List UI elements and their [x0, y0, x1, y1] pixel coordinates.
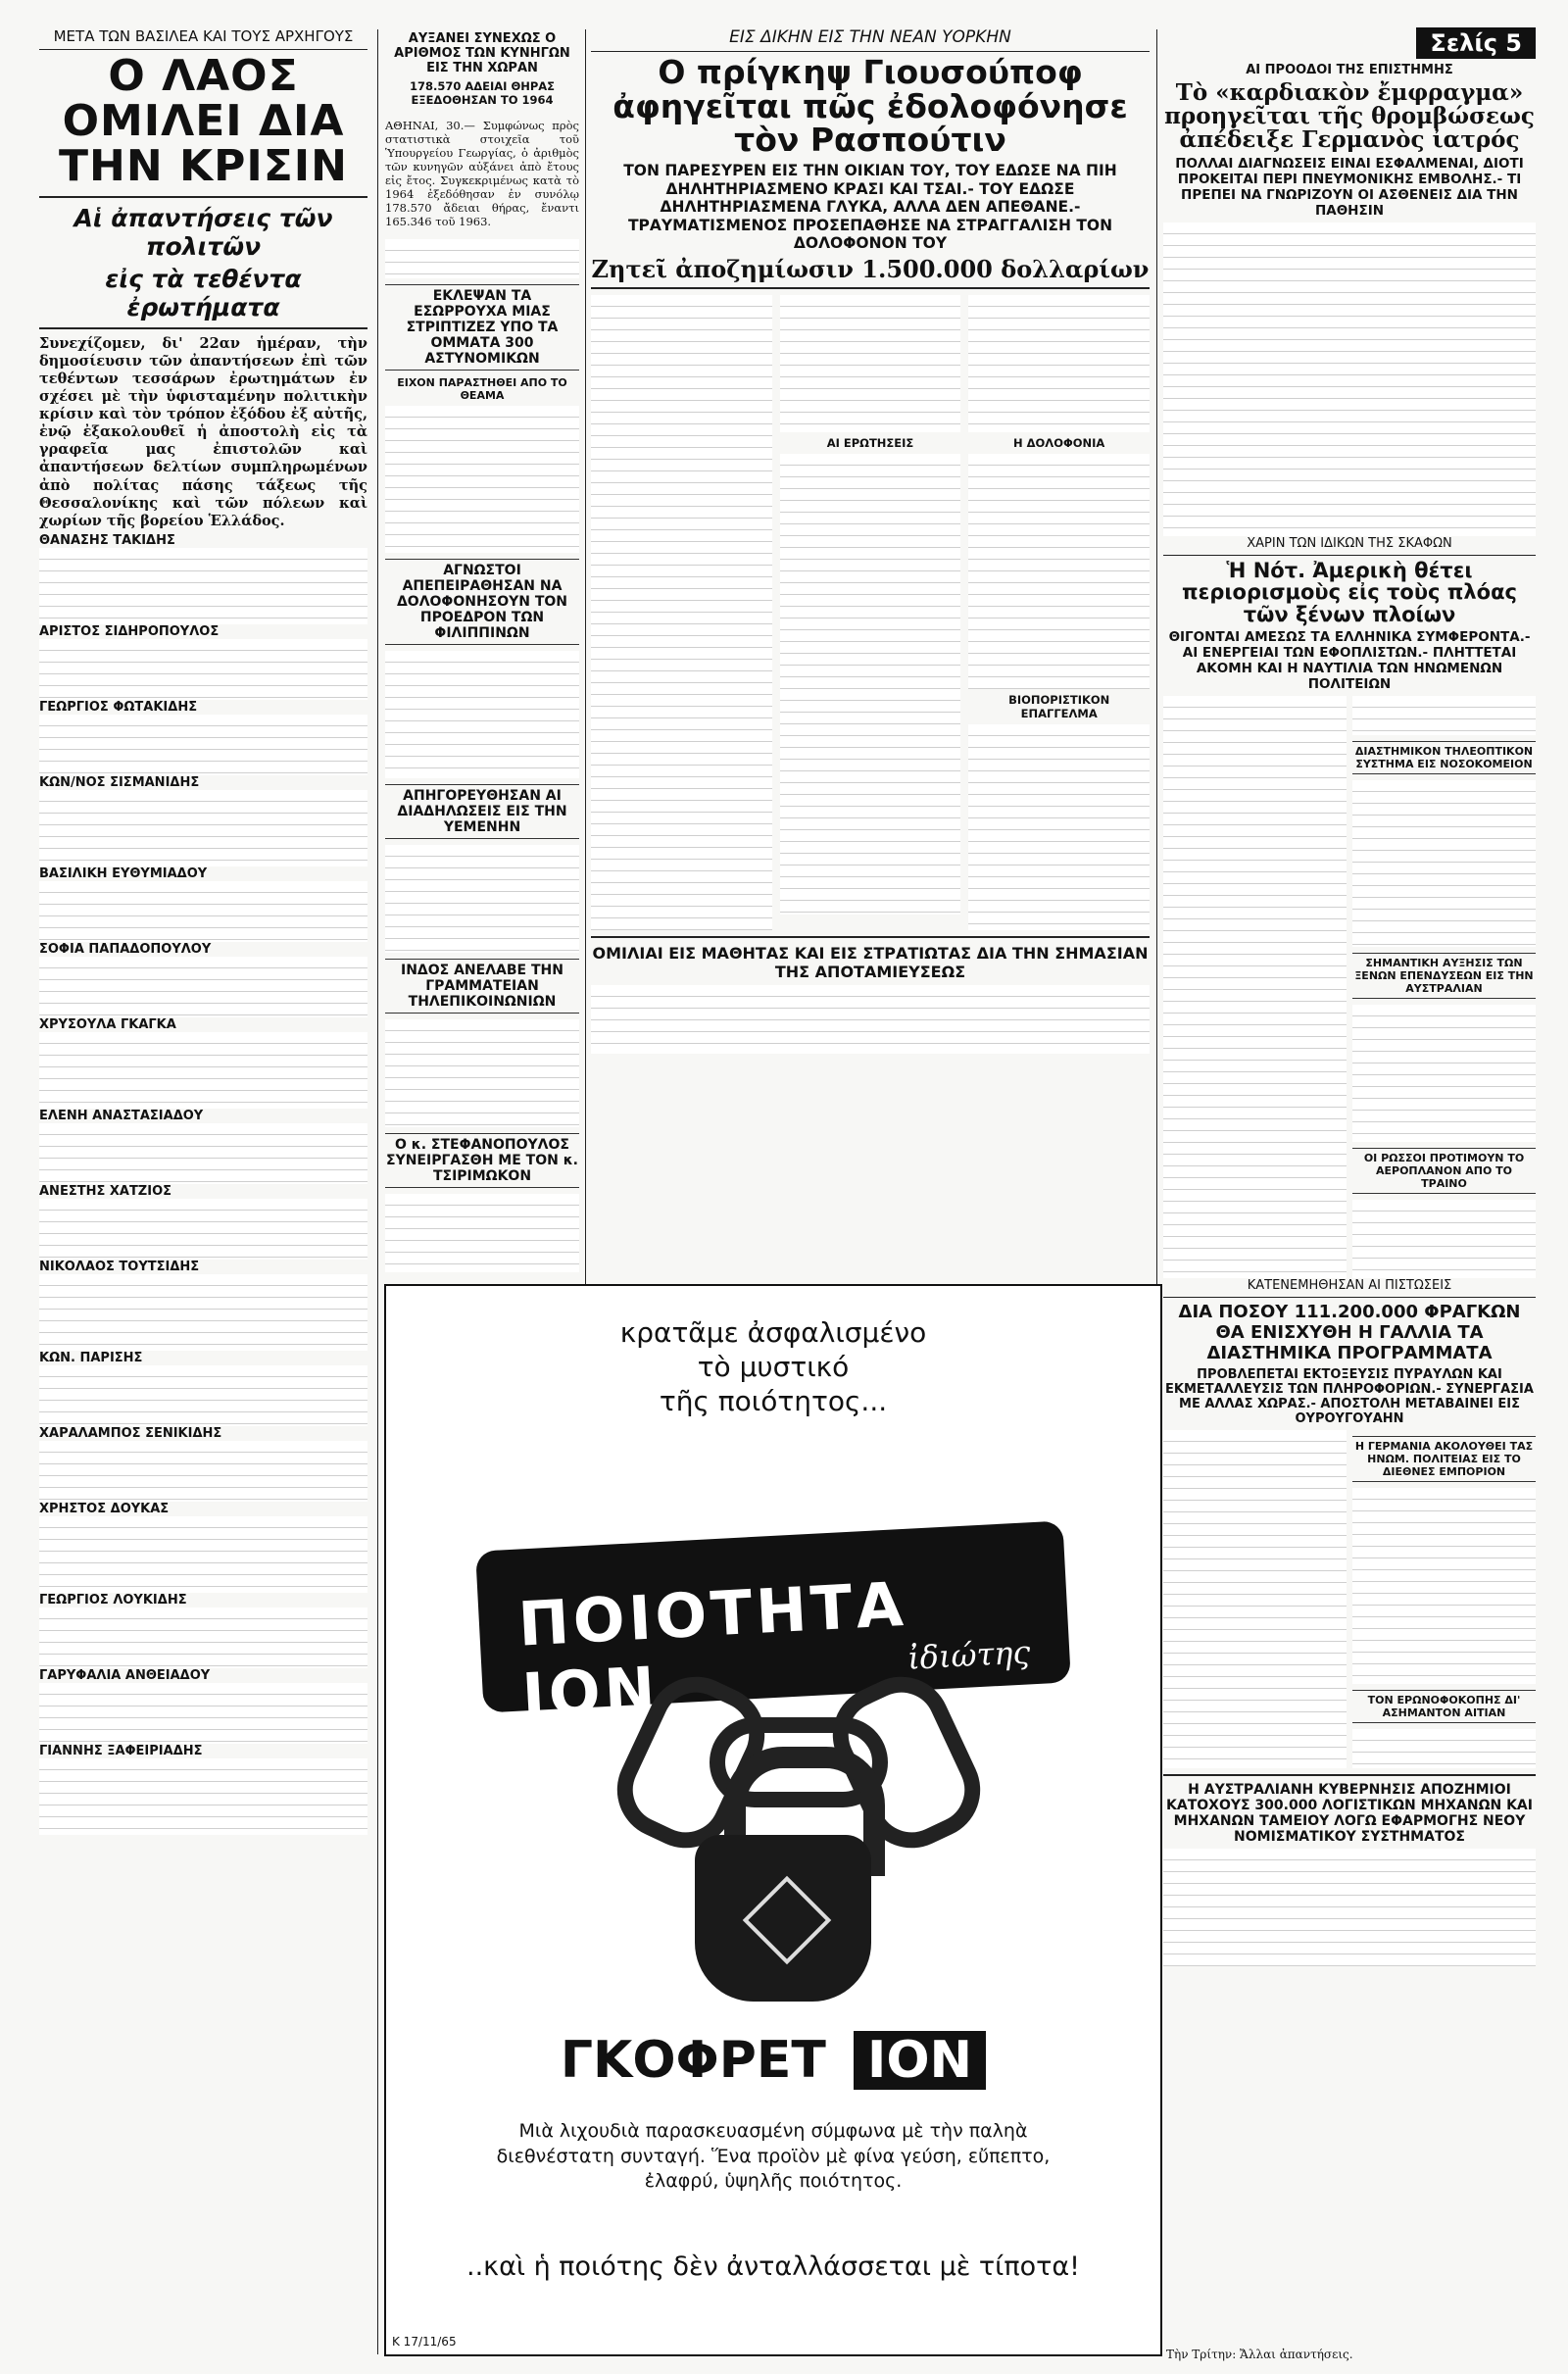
deck: ΤΟΝ ΠΑΡΕΣΥΡΕΝ ΕΙΣ ΤΗΝ ΟΙΚΙΑΝ ΤΟΥ, ΤΟΥ ΕΔΩΣΕ ΝΑ ΠΙΗ ΔΗΛΗΤΗΡΙΑΣΜΕΝΟ ΚΡΑΣΙ ΚΑΙ ΤΣΑΙ.- ΤΟΥ ΕΔΩΣΕ ΔΗΛΗΤΗΡΙΑΣΜΕΝΑ ΓΛΥΚΑ, ΑΛΛΑ ΔΕΝ ΑΠΕΘΑΝΕ.- ΤΡΑΥΜΑΤΙΣΜΕΝΟΣ ΠΡΟΣΕΠΑΘΗΣΕ ΝΑ ΣΤΡΑΓΓΑΛΙΣΗ ΤΟΝ ΔΟΛΟΦΟΝΟΝ ΤΟΥ	[623, 161, 1117, 253]
brief-headline: Η ΓΕΡΜΑΝΙΑ ΑΚΟΛΟΥΘΕΙ ΤΑΣ ΗΝΩΜ. ΠΟΛΙΤΕΙΑΣ ΕΙΣ ΤΟ ΔΙΕΘΝΕΣ ΕΜΠΟΡΙΟΝ	[1352, 1436, 1536, 1482]
kicker: ΜΕΤΑ ΤΩΝ ΒΑΣΙΛΕΑ ΚΑΙ ΤΟΥΣ ΑΡΧΗΓΟΥΣ	[39, 27, 368, 50]
brief-headline: ΟΙ ΡΩΣΣΟΙ ΠΡΟΤΙΜΟΥΝ ΤΟ ΑΕΡΟΠΛΑΝΟΝ ΑΠΟ ΤΟ ΤΡΑΙΝΟ	[1352, 1148, 1536, 1194]
respondent-entry	[39, 1502, 368, 1593]
brand-card	[475, 1520, 1071, 1732]
padlock-icon	[695, 1835, 871, 2002]
deck: ΘΙΓΟΝΤΑΙ ΑΜΕΣΩΣ ΤΑ ΕΛΛΗΝΙΚΑ ΣΥΜΦΕΡΟΝΤΑ.- ΑΙ ΕΝΕΡΓΕΙΑΙ ΤΩΝ ΕΦΟΠΛΙΣΤΩΝ.- ΠΛΗΤΤΕΤΑΙ ΑΚΟΜΗ ΚΑΙ Η ΝΑΥΤΙΛΙΑ ΤΩΝ ΗΝΩΜΕΝΩΝ ΠΟΛΙΤΕΙΩΝ	[1168, 628, 1531, 692]
respondent-entry	[39, 942, 368, 1017]
brief-headline: ΙΝΔΟΣ ΑΝΕΛΑΒΕ ΤΗΝ ΓΡΑΜΜΑΤΕΙΑΝ ΤΗΛΕΠΙΚΟΙΝΩΝΙΩΝ	[385, 959, 579, 1014]
respondent-name: ΚΩΝ/ΝΟΣ ΣΙΣΜΑΝΙΔΗΣ	[39, 774, 200, 790]
advertisement	[384, 1284, 1162, 2356]
brief-headline: ΔΙΑΣΤΗΜΙΚΟΝ ΤΗΛΕΟΠΤΙΚΟΝ ΣΥΣΤΗΜΑ ΕΙΣ ΝΟΣΟΚΟΜΕΙΟΝ	[1352, 741, 1536, 774]
main-headline: Ο ΛΑΟΣ ΟΜΙΛΕΙ ΔΙΑ ΤΗΝ ΚΡΙΣΙΝ	[59, 51, 348, 192]
respondents-list	[39, 533, 368, 1835]
inner-subheading: Η ΔΟΛΟΦΟΝΙΑ	[1013, 436, 1105, 451]
page-number-badge: Σελίς 5	[1416, 27, 1536, 59]
respondent-entry	[39, 1593, 368, 1668]
brand-card-text: ΠΟΙΟΤΗΤΑ ΙΟΝ	[516, 1567, 909, 1732]
subheadline: εἰς τὰ τεθέντα ἐρωτήματα	[105, 264, 302, 321]
respondent-name: ΓΕΩΡΓΙΟΣ ΛΟΥΚΙΔΗΣ	[39, 1592, 187, 1607]
kicker: ΧΑΡΙΝ ΤΩΝ ΙΔΙΚΩΝ ΤΗΣ ΣΚΑΦΩΝ	[1163, 536, 1536, 556]
respondent-name: ΑΝΕΣΤΗΣ ΧΑΤΖΙΟΣ	[39, 1183, 172, 1199]
respondent-entry	[39, 1744, 368, 1835]
ad-product-name: ΓΚΟΦΡΕΤ	[560, 2031, 826, 2090]
respondent-entry	[39, 866, 368, 942]
brief-headline: ΑΥΞΑΝΕΙ ΣΥΝΕΧΩΣ Ο ΑΡΙΘΜΟΣ ΤΩΝ ΚΥΝΗΓΩΝ ΕΙΣ ΤΗΝ ΧΩΡΑΝ	[394, 31, 570, 75]
respondent-name: ΘΑΝΑΣΗΣ ΤΑΚΙΔΗΣ	[39, 532, 175, 548]
respondent-entry	[39, 1260, 368, 1351]
kicker: ΚΑΤΕΝΕΜΗΘΗΣΑΝ ΑΙ ΠΙΣΤΩΣΕΙΣ	[1163, 1278, 1536, 1298]
brief-headline: ΑΠΗΓΟΡΕΥΘΗΣΑΝ ΑΙ ΔΙΑΔΗΛΩΣΕΙΣ ΕΙΣ ΤΗΝ ΥΕΜΕΝΗΝ	[385, 784, 579, 839]
respondent-entry	[39, 1351, 368, 1426]
brand-card-script: ἰδιώτης	[906, 1633, 1032, 1677]
respondent-name: ΓΑΡΥΦΑΛΙΑ ΑΝΘΕΙΑΔΟΥ	[39, 1667, 211, 1683]
deck: ΠΡΟΒΛΕΠΕΤΑΙ ΕΚΤΟΞΕΥΣΙΣ ΠΥΡΑΥΛΩΝ ΚΑΙ ΕΚΜΕΤΑΛΛΕΥΣΙΣ ΤΩΝ ΠΛΗΡΟΦΟΡΙΩΝ.- ΣΥΝΕΡΓΑΣΙΑ ΜΕ ΑΛΛΑΣ ΧΩΡΑΣ.- ΑΠΟΣΤΟΛΗ ΜΕΤΑΒΑΙΝΕΙ ΕΙΣ ΟΥΡΟΥΓΟΥΑΗΝ	[1165, 1366, 1534, 1426]
respondent-name: ΧΡΥΣΟΥΛΑ ΓΚΑΓΚΑ	[39, 1016, 176, 1032]
brief-headline: ΤΟΝ ΕΡΩΝΟΦΟΚΟΠΗΣ ΔΙ' ΑΣΗΜΑΝΤΟΝ ΑΙΤΙΑΝ	[1352, 1690, 1536, 1723]
lead-paragraph: Συνεχίζομεν, δι' 22αν ἡμέραν, τὴν δημοσίευσιν τῶν ἀπαντήσεων ἐπὶ τῶν τεθέντων τεσσάρων ἐρωτημάτων ἐν σχέσει μὲ τὴν ὑφισταμένην πολιτικὴν κρίσιν καὶ τὸν τρόπον ἐξόδου ἐξ αὐτῆς, ἐνῷ ἐξακολουθεῖ ἡ ἀποστολὴ εἰς τὰ γραφεῖα μας ἐπιστολῶν καὶ ἀπαντήσεων δελτίων συμπληρωμένων ἀπὸ πολίτας πάσης τάξεως τῆς Θεσσαλονίκης καὶ τῶν πόλεων καὶ χωρίων τῆς βορείου Ἑλλάδος.	[39, 334, 368, 529]
ad-slogan-line: τῆς ποιότητος...	[659, 1385, 888, 1417]
brief-headline: Ο κ. ΣΤΕΦΑΝΟΠΟΥΛΟΣ ΣΥΝΕΙΡΓΑΣΘΗ ΜΕ ΤΟΝ κ. ΤΣΙΡΙΜΩΚΟΝ	[385, 1133, 579, 1188]
main-headline: Ο πρίγκηψ Γιουσούποφ ἀφηγεῖται πῶς ἐδολοφόνησε τὸν Ρασπούτιν	[612, 53, 1128, 160]
respondent-entry	[39, 624, 368, 700]
ad-agency-mark: K 17/11/65	[392, 2335, 457, 2349]
respondent-name: ΑΡΙΣΤΟΣ ΣΙΔΗΡΟΠΟΥΛΟΣ	[39, 623, 220, 639]
ad-slogan-line: κρατᾶμε ἀσφαλισμένο	[619, 1316, 927, 1349]
respondent-name: ΧΑΡΑΛΑΜΠΟΣ ΣΕΝΙΚΙΔΗΣ	[39, 1425, 222, 1441]
respondent-entry	[39, 1184, 368, 1260]
respondent-name: ΓΕΩΡΓΙΟΣ ΦΩΤΑΚΙΔΗΣ	[39, 699, 198, 715]
section-label: ΑΙ ΠΡΟΟΔΟΙ ΤΗΣ ΕΠΙΣΤΗΜΗΣ	[1246, 63, 1453, 77]
brief-headline: ΕΚΛΕΨΑΝ ΤΑ ΕΣΩΡΡΟΥΧΑ ΜΙΑΣ ΣΤΡΙΠΤΙΖΕΖ ΥΠΟ ΤΑ ΟΜΜΑΤΑ 300 ΑΣΤΥΝΟΜΙΚΩΝ	[385, 284, 579, 371]
brief-headline: ΑΓΝΩΣΤΟΙ ΑΠΕΠΕΙΡΑΘΗΣΑΝ ΝΑ ΔΟΛΟΦΟΝΗΣΟΥΝ ΤΟΝ ΠΡΟΕΔΡΟΝ ΤΩΝ ΦΙΛΙΠΠΙΝΩΝ	[385, 559, 579, 645]
column-rule	[377, 29, 378, 2354]
respondent-entry	[39, 700, 368, 775]
inner-subheading: ΒΙΟΠΟΡΙΣΤΙΚΟΝ ΕΠΑΓΓΕΛΜΑ	[1008, 693, 1110, 721]
bottom-headline: ΟΜΙΛΙΑΙ ΕΙΣ ΜΑΘΗΤΑΣ ΚΑΙ ΕΙΣ ΣΤΡΑΤΙΩΤΑΣ ΔΙΑ ΤΗΝ ΣΗΜΑΣΙΑΝ ΤΗΣ ΑΠΟΤΑΜΙΕΥΣΕΩΣ	[592, 944, 1149, 982]
respondent-entry	[39, 1017, 368, 1109]
column-politics	[39, 27, 368, 2360]
inner-subheading: ΑΙ ΕΡΩΤΗΣΕΙΣ	[826, 436, 914, 451]
respondent-entry	[39, 533, 368, 624]
respondent-name: ΣΟΦΙΑ ΠΑΠΑΔΟΠΟΥΛΟΥ	[39, 941, 212, 957]
headline: ΔΙΑ ΠΟΣΟΥ 111.200.000 ΦΡΑΓΚΩΝ ΘΑ ΕΝΙΣΧΥΘΗ Η ΓΑΛΛΙΑ ΤΑ ΔΙΑΣΤΗΜΙΚΑ ΠΡΟΓΡΑΜΜΑΤΑ	[1178, 1301, 1521, 1363]
footer-note: Τὴν Τρίτην: Ἄλλαι ἀπαντήσεις.	[1166, 2348, 1353, 2361]
respondent-entry	[39, 1426, 368, 1502]
subheadline: Αἱ ἀπαντήσεις τῶν πολιτῶν	[74, 203, 333, 261]
ad-tagline: ..καὶ ἡ ποιότης δὲν ἀνταλλάσσεται μὲ τίποτα!	[466, 2251, 1080, 2282]
respondent-entry	[39, 1109, 368, 1184]
column-science	[1163, 27, 1536, 2360]
column-briefs	[385, 27, 579, 1272]
ad-slogan-line: τὸ μυστικό	[697, 1351, 850, 1383]
respondent-name: ΓΙΑΝΝΗΣ ΞΑΦΕΙΡΙΑΔΗΣ	[39, 1743, 203, 1758]
brief-body: ΑΘΗΝΑΙ, 30.— Συμφώνως πρὸς στατιστικὰ στοιχεῖα τοῦ Ὑπουργείου Γεωργίας, ὁ ἀριθμὸς τῶν κυνηγῶν αὐξάνει ἀπὸ ἔτους εἰς ἔτος. Συγκεκριμένως κατὰ τὸ 1964 ἐξεδόθησαν ἐν συνόλῳ 178.570 ἄδειαι θήρας, ἔναντι 165.346 τοῦ 1963.	[385, 118, 579, 228]
respondent-name: ΕΛΕΝΗ ΑΝΑΣΤΑΣΙΑΔΟΥ	[39, 1108, 204, 1123]
respondent-entry	[39, 775, 368, 866]
respondent-name: ΧΡΗΣΤΟΣ ΔΟΥΚΑΣ	[39, 1501, 170, 1516]
kicker: ΕΙΣ ΔΙΚΗΝ ΕΙΣ ΤΗΝ ΝΕΑΝ ΥΟΡΚΗΝ	[591, 27, 1150, 52]
respondent-name: ΝΙΚΟΛΑΟΣ ΤΟΥΤΣΙΔΗΣ	[39, 1259, 200, 1274]
headline: Η ΑΥΣΤΡΑΛΙΑΝΗ ΚΥΒΕΡΝΗΣΙΣ ΑΠΟΖΗΜΙΟΙ ΚΑΤΟΧΟΥΣ 300.000 ΛΟΓΙΣΤΙΚΩΝ ΜΗΧΑΝΩΝ ΚΑΙ ΜΗΧΑΝΩΝ ΤΑΜΕΙΟΥ ΛΟΓΩ ΕΦΑΡΜΟΓΗΣ ΝΕΟΥ ΝΟΜΙΣΜΑΤΙΚΟΥ ΣΥΣΤΗΜΑΤΟΣ	[1166, 1781, 1533, 1845]
deck: ΠΟΛΛΑΙ ΔΙΑΓΝΩΣΕΙΣ ΕΙΝΑΙ ΕΣΦΑΛΜΕΝΑΙ, ΔΙΟΤΙ ΠΡΟΚΕΙΤΑΙ ΠΕΡΙ ΠΝΕΥΜΟΝΙΚΗΣ ΕΜΒΟΛΗΣ.- ΤΙ ΠΡΕΠΕΙ ΝΑ ΓΝΩΡΙΖΟΥΝ ΟΙ ΑΣΘΕΝΕΙΣ ΔΙΑ ΤΗΝ ΠΑΘΗΣΙΝ	[1175, 156, 1524, 220]
respondent-entry	[39, 1668, 368, 1744]
column-rasputin	[591, 27, 1150, 1272]
ad-description: Μιὰ λιχουδιὰ παρασκευασμένη σύμφωνα μὲ τὴν παληὰ διεθνέστατη συνταγή. Ἕνα προϊὸν μὲ φίνα γεύση, εὔπεπτο, ἐλαφρύ, ὑψηλῆς ποιότητος.	[496, 2120, 1051, 2193]
respondent-name: ΒΑΣΙΛΙΚΗ ΕΥΘΥΜΙΑΔΟΥ	[39, 866, 208, 881]
brief-subheadline: ΕΙΧΟΝ ΠΑΡΑΣΤΗΘΕΙ ΑΠΟ ΤΟ ΘΕΑΜΑ	[397, 376, 567, 403]
headline: Ἡ Νότ. Ἀμερικὴ θέτει περιορισμοὺς εἰς τοὺς πλόας τῶν ξένων πλοίων	[1182, 559, 1517, 626]
main-headline: Τὸ «καρδιακὸν ἔμφραγμα» προηγεῖται τῆς θρομβώσεως ἀπέδειξε Γερμανὸς ἰατρός	[1164, 79, 1535, 154]
article-text-block	[591, 295, 772, 930]
brief-headline: ΣΗΜΑΝΤΙΚΗ ΑΥΞΗΣΙΣ ΤΩΝ ΞΕΝΩΝ ΕΠΕΝΔΥΣΕΩΝ ΕΙΣ ΤΗΝ ΑΥΣΤΡΑΛΙΑΝ	[1352, 953, 1536, 999]
brief-subheadline: 178.570 ΑΔΕΙΑΙ ΘΗΡΑΣ ΕΞΕΔΟΘΗΣΑΝ ΤΟ 1964	[409, 79, 556, 107]
ad-brand-logo: ΙΟΝ	[854, 2031, 986, 2090]
respondent-name: ΚΩΝ. ΠΑΡΙΣΗΣ	[39, 1350, 143, 1365]
subheadline: Ζητεῖ ἀποζημίωσιν 1.500.000 δολλαρίων	[591, 254, 1150, 283]
